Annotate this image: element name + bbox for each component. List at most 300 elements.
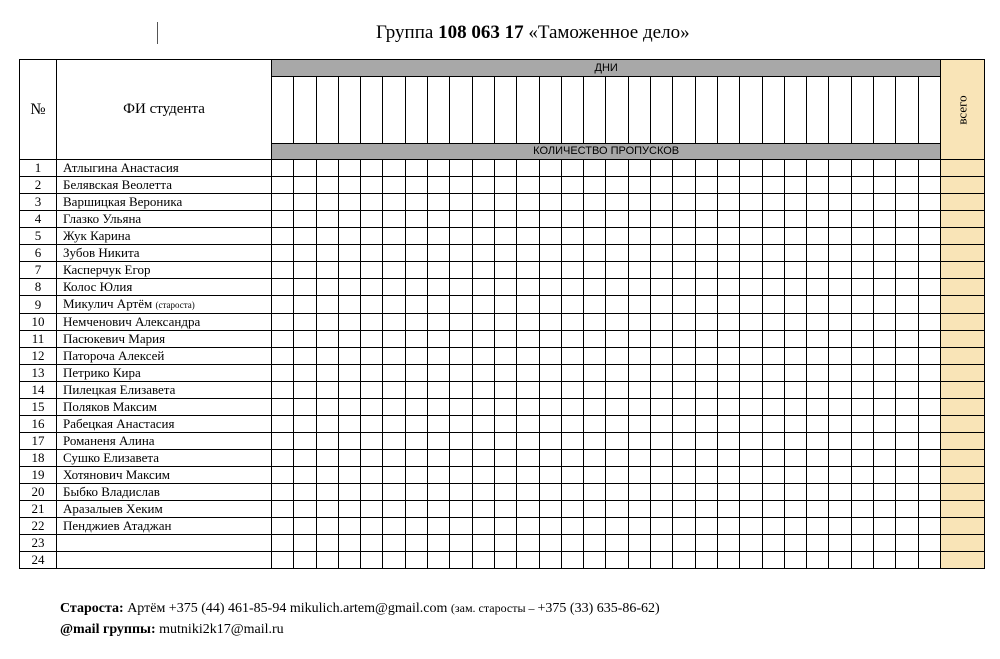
absence-cell[interactable] [651, 177, 673, 194]
absence-cell[interactable] [829, 160, 851, 177]
absence-cell[interactable] [383, 399, 405, 416]
absence-cell[interactable] [272, 348, 294, 365]
absence-cell[interactable] [472, 348, 494, 365]
absence-cell[interactable] [405, 450, 427, 467]
absence-cell[interactable] [428, 501, 450, 518]
absence-cell[interactable] [561, 194, 583, 211]
absence-cell[interactable] [584, 177, 606, 194]
absence-cell[interactable] [517, 348, 539, 365]
absence-cell[interactable] [494, 416, 516, 433]
absence-cell[interactable] [584, 245, 606, 262]
absence-cell[interactable] [784, 501, 806, 518]
absence-cell[interactable] [561, 484, 583, 501]
absence-cell[interactable] [361, 262, 383, 279]
absence-cell[interactable] [762, 484, 784, 501]
absence-cell[interactable] [762, 450, 784, 467]
absence-cell[interactable] [695, 296, 717, 314]
absence-cell[interactable] [851, 194, 873, 211]
absence-cell[interactable] [695, 228, 717, 245]
absence-cell[interactable] [294, 160, 316, 177]
absence-cell[interactable] [740, 518, 762, 535]
absence-cell[interactable] [383, 450, 405, 467]
absence-cell[interactable] [673, 348, 695, 365]
absence-cell[interactable] [405, 177, 427, 194]
absence-cell[interactable] [561, 365, 583, 382]
absence-cell[interactable] [762, 279, 784, 296]
absence-cell[interactable] [784, 228, 806, 245]
absence-cell[interactable] [383, 331, 405, 348]
absence-cell[interactable] [472, 262, 494, 279]
absence-cell[interactable] [762, 535, 784, 552]
absence-cell[interactable] [561, 433, 583, 450]
day-date-cell[interactable] [829, 77, 851, 144]
absence-cell[interactable] [695, 433, 717, 450]
absence-cell[interactable] [338, 314, 360, 331]
absence-cell[interactable] [918, 296, 941, 314]
absence-cell[interactable] [918, 177, 941, 194]
absence-cell[interactable] [829, 228, 851, 245]
absence-cell[interactable] [762, 177, 784, 194]
absence-cell[interactable] [405, 262, 427, 279]
absence-cell[interactable] [272, 484, 294, 501]
absence-cell[interactable] [784, 160, 806, 177]
absence-cell[interactable] [651, 382, 673, 399]
absence-cell[interactable] [673, 194, 695, 211]
absence-cell[interactable] [338, 348, 360, 365]
absence-cell[interactable] [606, 535, 628, 552]
absence-cell[interactable] [896, 160, 918, 177]
day-date-cell[interactable] [405, 77, 427, 144]
absence-cell[interactable] [539, 467, 561, 484]
absence-cell[interactable] [316, 348, 338, 365]
absence-cell[interactable] [450, 245, 472, 262]
absence-cell[interactable] [361, 535, 383, 552]
absence-cell[interactable] [628, 160, 650, 177]
absence-cell[interactable] [361, 177, 383, 194]
absence-cell[interactable] [651, 160, 673, 177]
absence-cell[interactable] [494, 484, 516, 501]
absence-cell[interactable] [606, 314, 628, 331]
absence-cell[interactable] [428, 518, 450, 535]
absence-cell[interactable] [272, 279, 294, 296]
absence-cell[interactable] [762, 331, 784, 348]
absence-cell[interactable] [784, 518, 806, 535]
absence-cell[interactable] [695, 194, 717, 211]
absence-cell[interactable] [673, 177, 695, 194]
absence-cell[interactable] [472, 194, 494, 211]
absence-cell[interactable] [472, 416, 494, 433]
absence-cell[interactable] [494, 194, 516, 211]
absence-cell[interactable] [472, 552, 494, 569]
absence-cell[interactable] [472, 160, 494, 177]
absence-cell[interactable] [851, 365, 873, 382]
absence-cell[interactable] [316, 399, 338, 416]
absence-cell[interactable] [338, 279, 360, 296]
absence-cell[interactable] [807, 331, 829, 348]
absence-cell[interactable] [918, 518, 941, 535]
absence-cell[interactable] [584, 296, 606, 314]
absence-cell[interactable] [762, 314, 784, 331]
absence-cell[interactable] [606, 399, 628, 416]
absence-cell[interactable] [896, 484, 918, 501]
absence-cell[interactable] [294, 518, 316, 535]
absence-cell[interactable] [472, 211, 494, 228]
absence-cell[interactable] [896, 467, 918, 484]
absence-cell[interactable] [740, 331, 762, 348]
absence-cell[interactable] [606, 160, 628, 177]
absence-cell[interactable] [896, 331, 918, 348]
absence-cell[interactable] [338, 467, 360, 484]
day-date-cell[interactable] [338, 77, 360, 144]
absence-cell[interactable] [695, 348, 717, 365]
absence-cell[interactable] [272, 245, 294, 262]
absence-cell[interactable] [316, 365, 338, 382]
absence-cell[interactable] [829, 433, 851, 450]
absence-cell[interactable] [450, 484, 472, 501]
absence-cell[interactable] [584, 365, 606, 382]
absence-cell[interactable] [740, 399, 762, 416]
absence-cell[interactable] [361, 416, 383, 433]
absence-cell[interactable] [606, 245, 628, 262]
absence-cell[interactable] [740, 194, 762, 211]
absence-cell[interactable] [717, 228, 739, 245]
absence-cell[interactable] [316, 262, 338, 279]
absence-cell[interactable] [651, 433, 673, 450]
absence-cell[interactable] [918, 433, 941, 450]
absence-cell[interactable] [807, 194, 829, 211]
absence-cell[interactable] [383, 194, 405, 211]
absence-cell[interactable] [405, 296, 427, 314]
absence-cell[interactable] [472, 365, 494, 382]
absence-cell[interactable] [874, 535, 896, 552]
day-date-cell[interactable] [561, 77, 583, 144]
absence-cell[interactable] [561, 467, 583, 484]
absence-cell[interactable] [695, 331, 717, 348]
absence-cell[interactable] [874, 160, 896, 177]
absence-cell[interactable] [383, 211, 405, 228]
absence-cell[interactable] [539, 433, 561, 450]
absence-cell[interactable] [628, 331, 650, 348]
absence-cell[interactable] [517, 416, 539, 433]
absence-cell[interactable] [494, 365, 516, 382]
absence-cell[interactable] [272, 365, 294, 382]
absence-cell[interactable] [896, 194, 918, 211]
absence-cell[interactable] [561, 211, 583, 228]
absence-cell[interactable] [851, 245, 873, 262]
absence-cell[interactable] [851, 262, 873, 279]
absence-cell[interactable] [651, 314, 673, 331]
absence-cell[interactable] [361, 160, 383, 177]
absence-cell[interactable] [272, 211, 294, 228]
absence-cell[interactable] [338, 433, 360, 450]
total-cell[interactable] [941, 399, 985, 416]
absence-cell[interactable] [361, 194, 383, 211]
absence-cell[interactable] [651, 296, 673, 314]
absence-cell[interactable] [405, 194, 427, 211]
absence-cell[interactable] [628, 348, 650, 365]
absence-cell[interactable] [807, 450, 829, 467]
absence-cell[interactable] [784, 399, 806, 416]
absence-cell[interactable] [472, 296, 494, 314]
absence-cell[interactable] [762, 382, 784, 399]
absence-cell[interactable] [405, 399, 427, 416]
absence-cell[interactable] [896, 314, 918, 331]
absence-cell[interactable] [762, 365, 784, 382]
absence-cell[interactable] [628, 365, 650, 382]
absence-cell[interactable] [450, 552, 472, 569]
absence-cell[interactable] [428, 484, 450, 501]
absence-cell[interactable] [651, 262, 673, 279]
absence-cell[interactable] [851, 501, 873, 518]
day-date-cell[interactable] [807, 77, 829, 144]
absence-cell[interactable] [316, 450, 338, 467]
absence-cell[interactable] [851, 399, 873, 416]
absence-cell[interactable] [561, 535, 583, 552]
absence-cell[interactable] [918, 450, 941, 467]
absence-cell[interactable] [361, 552, 383, 569]
absence-cell[interactable] [494, 314, 516, 331]
absence-cell[interactable] [829, 535, 851, 552]
absence-cell[interactable] [784, 467, 806, 484]
absence-cell[interactable] [762, 433, 784, 450]
absence-cell[interactable] [272, 399, 294, 416]
absence-cell[interactable] [695, 160, 717, 177]
absence-cell[interactable] [517, 535, 539, 552]
absence-cell[interactable] [584, 314, 606, 331]
absence-cell[interactable] [807, 296, 829, 314]
absence-cell[interactable] [316, 535, 338, 552]
absence-cell[interactable] [494, 262, 516, 279]
absence-cell[interactable] [896, 501, 918, 518]
absence-cell[interactable] [874, 331, 896, 348]
absence-cell[interactable] [918, 262, 941, 279]
absence-cell[interactable] [851, 450, 873, 467]
absence-cell[interactable] [874, 228, 896, 245]
absence-cell[interactable] [539, 518, 561, 535]
absence-cell[interactable] [361, 365, 383, 382]
absence-cell[interactable] [561, 279, 583, 296]
absence-cell[interactable] [717, 382, 739, 399]
absence-cell[interactable] [361, 399, 383, 416]
absence-cell[interactable] [628, 501, 650, 518]
absence-cell[interactable] [740, 484, 762, 501]
absence-cell[interactable] [517, 433, 539, 450]
absence-cell[interactable] [651, 484, 673, 501]
absence-cell[interactable] [316, 160, 338, 177]
absence-cell[interactable] [896, 228, 918, 245]
absence-cell[interactable] [851, 348, 873, 365]
absence-cell[interactable] [807, 484, 829, 501]
total-cell[interactable] [941, 177, 985, 194]
absence-cell[interactable] [717, 262, 739, 279]
absence-cell[interactable] [829, 552, 851, 569]
absence-cell[interactable] [338, 382, 360, 399]
absence-cell[interactable] [874, 245, 896, 262]
absence-cell[interactable] [784, 296, 806, 314]
absence-cell[interactable] [896, 450, 918, 467]
absence-cell[interactable] [428, 399, 450, 416]
absence-cell[interactable] [762, 467, 784, 484]
absence-cell[interactable] [829, 211, 851, 228]
absence-cell[interactable] [695, 399, 717, 416]
absence-cell[interactable] [494, 467, 516, 484]
absence-cell[interactable] [717, 450, 739, 467]
absence-cell[interactable] [272, 467, 294, 484]
absence-cell[interactable] [405, 382, 427, 399]
absence-cell[interactable] [740, 296, 762, 314]
absence-cell[interactable] [918, 467, 941, 484]
absence-cell[interactable] [606, 365, 628, 382]
absence-cell[interactable] [405, 484, 427, 501]
total-cell[interactable] [941, 262, 985, 279]
absence-cell[interactable] [361, 467, 383, 484]
absence-cell[interactable] [383, 467, 405, 484]
absence-cell[interactable] [383, 365, 405, 382]
absence-cell[interactable] [539, 314, 561, 331]
absence-cell[interactable] [762, 501, 784, 518]
absence-cell[interactable] [584, 518, 606, 535]
absence-cell[interactable] [851, 279, 873, 296]
absence-cell[interactable] [272, 501, 294, 518]
absence-cell[interactable] [338, 399, 360, 416]
absence-cell[interactable] [762, 399, 784, 416]
absence-cell[interactable] [807, 518, 829, 535]
absence-cell[interactable] [405, 331, 427, 348]
absence-cell[interactable] [517, 296, 539, 314]
absence-cell[interactable] [874, 279, 896, 296]
absence-cell[interactable] [784, 177, 806, 194]
absence-cell[interactable] [561, 296, 583, 314]
absence-cell[interactable] [361, 450, 383, 467]
absence-cell[interactable] [428, 450, 450, 467]
absence-cell[interactable] [851, 535, 873, 552]
total-cell[interactable] [941, 314, 985, 331]
day-date-cell[interactable] [428, 77, 450, 144]
absence-cell[interactable] [517, 399, 539, 416]
absence-cell[interactable] [628, 518, 650, 535]
absence-cell[interactable] [539, 228, 561, 245]
absence-cell[interactable] [695, 535, 717, 552]
absence-cell[interactable] [896, 552, 918, 569]
absence-cell[interactable] [740, 314, 762, 331]
absence-cell[interactable] [494, 348, 516, 365]
absence-cell[interactable] [517, 552, 539, 569]
absence-cell[interactable] [450, 160, 472, 177]
absence-cell[interactable] [294, 433, 316, 450]
absence-cell[interactable] [918, 535, 941, 552]
absence-cell[interactable] [450, 228, 472, 245]
absence-cell[interactable] [494, 296, 516, 314]
absence-cell[interactable] [539, 262, 561, 279]
absence-cell[interactable] [673, 382, 695, 399]
absence-cell[interactable] [383, 348, 405, 365]
absence-cell[interactable] [539, 365, 561, 382]
absence-cell[interactable] [740, 262, 762, 279]
absence-cell[interactable] [494, 501, 516, 518]
absence-cell[interactable] [294, 501, 316, 518]
absence-cell[interactable] [717, 433, 739, 450]
absence-cell[interactable] [561, 416, 583, 433]
absence-cell[interactable] [740, 228, 762, 245]
absence-cell[interactable] [561, 518, 583, 535]
absence-cell[interactable] [851, 382, 873, 399]
absence-cell[interactable] [606, 296, 628, 314]
absence-cell[interactable] [450, 331, 472, 348]
absence-cell[interactable] [294, 194, 316, 211]
absence-cell[interactable] [829, 331, 851, 348]
absence-cell[interactable] [383, 416, 405, 433]
absence-cell[interactable] [628, 467, 650, 484]
absence-cell[interactable] [561, 382, 583, 399]
absence-cell[interactable] [494, 211, 516, 228]
absence-cell[interactable] [584, 450, 606, 467]
absence-cell[interactable] [584, 433, 606, 450]
absence-cell[interactable] [673, 279, 695, 296]
absence-cell[interactable] [517, 211, 539, 228]
absence-cell[interactable] [338, 211, 360, 228]
day-date-cell[interactable] [851, 77, 873, 144]
absence-cell[interactable] [807, 160, 829, 177]
absence-cell[interactable] [428, 365, 450, 382]
absence-cell[interactable] [851, 228, 873, 245]
absence-cell[interactable] [851, 518, 873, 535]
absence-cell[interactable] [829, 518, 851, 535]
absence-cell[interactable] [272, 433, 294, 450]
absence-cell[interactable] [517, 262, 539, 279]
absence-cell[interactable] [584, 160, 606, 177]
absence-cell[interactable] [651, 348, 673, 365]
absence-cell[interactable] [717, 279, 739, 296]
absence-cell[interactable] [762, 296, 784, 314]
absence-cell[interactable] [673, 331, 695, 348]
total-cell[interactable] [941, 518, 985, 535]
absence-cell[interactable] [338, 228, 360, 245]
absence-cell[interactable] [272, 177, 294, 194]
total-cell[interactable] [941, 416, 985, 433]
absence-cell[interactable] [628, 194, 650, 211]
absence-cell[interactable] [517, 484, 539, 501]
absence-cell[interactable] [628, 262, 650, 279]
absence-cell[interactable] [338, 177, 360, 194]
day-date-cell[interactable] [762, 77, 784, 144]
absence-cell[interactable] [584, 399, 606, 416]
absence-cell[interactable] [361, 331, 383, 348]
absence-cell[interactable] [829, 416, 851, 433]
absence-cell[interactable] [874, 518, 896, 535]
absence-cell[interactable] [606, 262, 628, 279]
absence-cell[interactable] [338, 160, 360, 177]
absence-cell[interactable] [383, 245, 405, 262]
absence-cell[interactable] [517, 382, 539, 399]
absence-cell[interactable] [896, 348, 918, 365]
absence-cell[interactable] [361, 484, 383, 501]
absence-cell[interactable] [405, 518, 427, 535]
absence-cell[interactable] [383, 262, 405, 279]
absence-cell[interactable] [762, 160, 784, 177]
absence-cell[interactable] [539, 160, 561, 177]
absence-cell[interactable] [316, 194, 338, 211]
absence-cell[interactable] [673, 535, 695, 552]
absence-cell[interactable] [807, 382, 829, 399]
absence-cell[interactable] [918, 279, 941, 296]
absence-cell[interactable] [539, 177, 561, 194]
absence-cell[interactable] [539, 194, 561, 211]
absence-cell[interactable] [494, 160, 516, 177]
absence-cell[interactable] [272, 262, 294, 279]
absence-cell[interactable] [918, 228, 941, 245]
total-cell[interactable] [941, 160, 985, 177]
absence-cell[interactable] [874, 399, 896, 416]
